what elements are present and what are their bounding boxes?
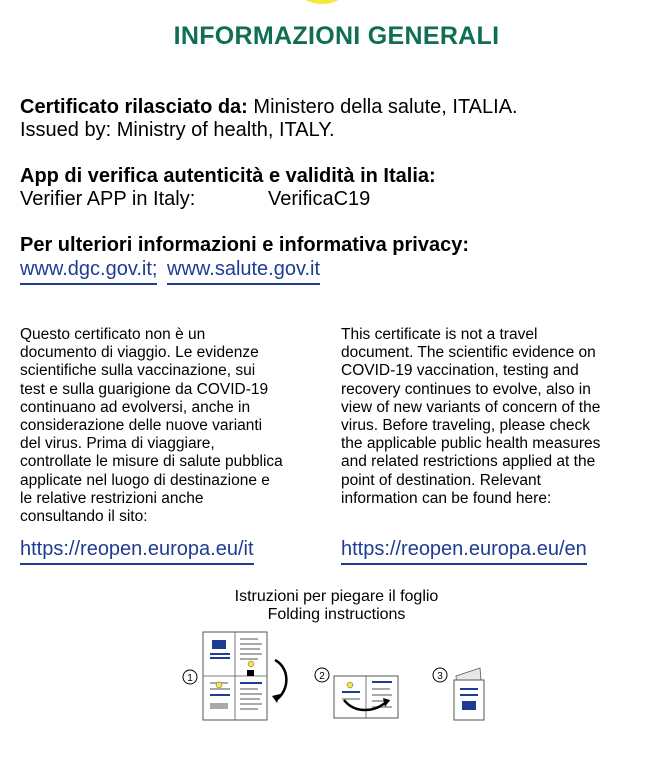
privacy-label: Per ulteriori informazioni e informativa privacy: (20, 234, 470, 256)
folding-illustration (180, 628, 500, 728)
fold-step-1 (183, 632, 286, 720)
notice-it-line: continuano ad evolversi, anche in (20, 398, 251, 416)
notice-en-line: This certificate is not a travel (341, 326, 538, 343)
notice-it-line: controllate le misure di salute pubblica (20, 453, 283, 471)
fold-step-2 (315, 668, 398, 718)
step-2-number: 2 (319, 671, 325, 682)
page-title: INFORMAZIONI GENERALI (173, 22, 500, 50)
notice-it-line: scientifiche sulla vaccinazione, sui (20, 362, 256, 380)
salute-link[interactable]: www.salute.gov.it (167, 258, 320, 285)
notice-it-line: applicate nel luogo di destinazione e (20, 471, 270, 489)
issued-section (20, 96, 518, 142)
notice-en-line: virus. Before traveling, please check (341, 417, 590, 435)
notice-en-line: information can be found here: (341, 489, 552, 507)
step-3-number: 3 (437, 671, 443, 682)
notice-it-line: documento di viaggio. Le evidenze (20, 344, 259, 362)
folding-instructions-title (0, 588, 645, 624)
verifier-app-name: VerificaC19 (268, 188, 371, 210)
notice-en-line: COVID-19 vaccination, testing and (341, 362, 579, 380)
folding-title-english: Folding instructions (267, 606, 406, 623)
notice-it-line: considerazione delle nuove varianti (20, 417, 263, 435)
notice-it-line: consultando il sito: (20, 508, 148, 526)
verifier-app-section (20, 165, 436, 211)
folding-title-italian: Istruzioni per piegare il foglio (234, 588, 439, 605)
notice-it-line: test e sulla guarigione da COVID-19 (20, 380, 269, 398)
top-circle-decoration (287, 0, 357, 4)
notice-it-line: del virus. Prima di viaggiare, (20, 435, 215, 453)
issued-label: Certificato rilasciato da: (20, 96, 248, 118)
notice-en-line: document. The scientific evidence on (341, 344, 596, 362)
notice-english (341, 326, 645, 508)
verifier-label: App di verifica autenticità e validità in Italia: (20, 165, 436, 187)
notice-en-line: and related restrictions applied at the (341, 453, 596, 471)
privacy-links (20, 258, 320, 285)
issued-value: Ministero della salute, ITALIA. (253, 96, 518, 118)
issued-english: Issued by: Ministry of health, ITALY. (20, 119, 335, 141)
reopen-en-link[interactable]: https://reopen.europa.eu/en (341, 538, 587, 565)
notice-en-line: point of destination. Relevant (341, 471, 541, 489)
notice-it-line: Questo certificato non è un (20, 326, 206, 343)
reopen-it-link[interactable]: https://reopen.europa.eu/it (20, 538, 254, 565)
notice-en-line: recovery continues to evolve, also in (341, 380, 591, 398)
fold-step-3 (433, 668, 484, 720)
verifier-label-english: Verifier APP in Italy: (20, 188, 196, 210)
dgc-link[interactable]: www.dgc.gov.it; (20, 258, 157, 285)
privacy-section (20, 234, 469, 257)
notice-en-line: view of new variants of concern of the (341, 398, 601, 416)
step-1-number: 1 (187, 673, 193, 684)
notice-en-line: the applicable public health measures (341, 435, 601, 453)
notice-italian (20, 326, 338, 526)
notice-it-line: le relative restrizioni anche (20, 489, 204, 507)
